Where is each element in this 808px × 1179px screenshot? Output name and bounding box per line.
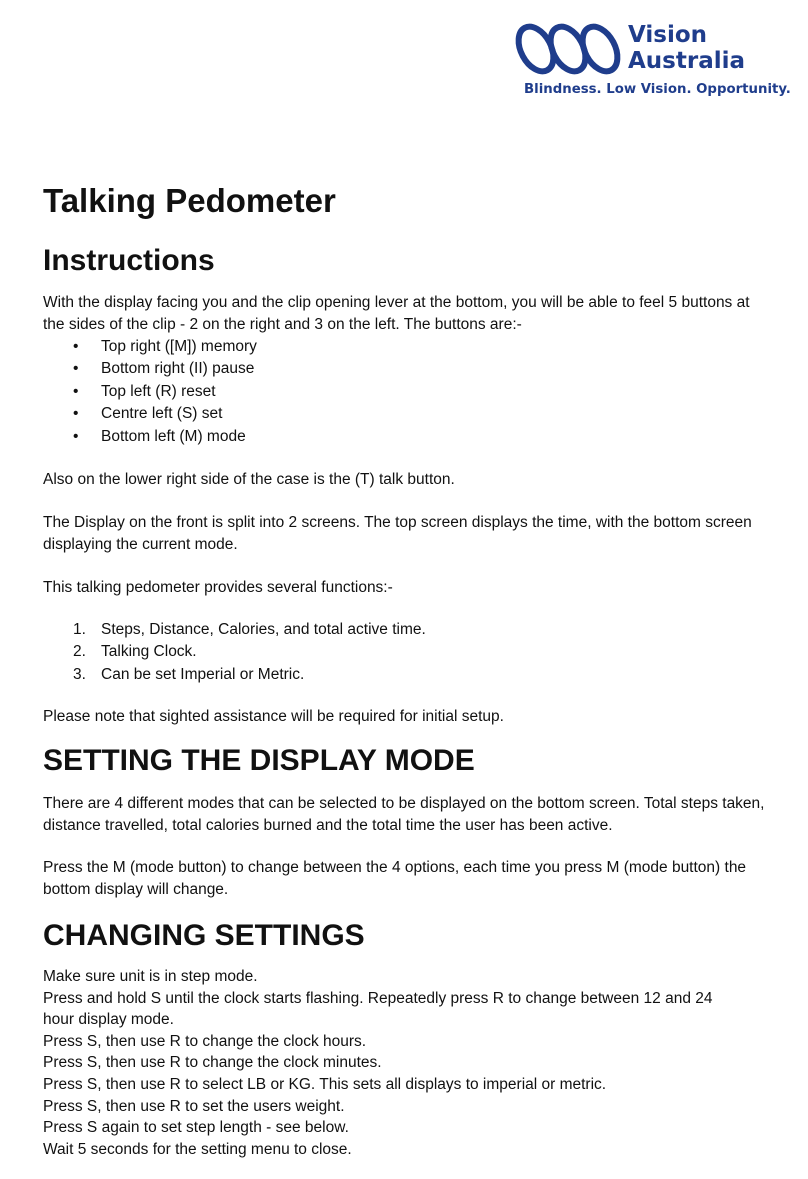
functions-intro: This talking pedometer provides several functions:- [43, 579, 393, 596]
vision-australia-logo [514, 16, 791, 106]
number-marker: 2. [73, 643, 86, 661]
instructions-intro: With the display facing you and the clip opening lever at the bottom, you will be able to feel 5 buttons at the sides of the clip - 2 on the right and 3 on the left. The buttons are:- [43, 294, 750, 333]
logo-name-line1: Vision [628, 22, 708, 48]
list-item: • Bottom right (II) pause [43, 358, 257, 380]
settings-line: Press S, then use R to change the clock hours. [43, 1032, 367, 1050]
settings-line: Press and hold S until the clock starts flashing. Repeatedly press R to change between 12 and 24 [43, 989, 713, 1007]
settings-line: Wait 5 seconds for the setting menu to close. [43, 1140, 352, 1158]
bullet-marker: • [73, 405, 79, 423]
number-marker: 3. [73, 665, 86, 683]
list-item: 3. Can be set Imperial or Metric. [43, 664, 426, 686]
settings-line: Press S again to set step length - see below. [43, 1119, 349, 1137]
bullet-marker: • [73, 382, 79, 400]
settings-line: Press S, then use R to change the clock minutes. [43, 1054, 382, 1072]
list-item: • Top right ([M]) memory [43, 336, 257, 358]
logo-name-line2: Australia [628, 48, 746, 74]
bullet-marker: • [73, 360, 79, 378]
settings-line: hour display mode. [43, 1011, 174, 1029]
logo-tagline: Blindness. Low Vision. Opportunity. [524, 82, 791, 97]
sighted-assistance-note: Please note that sighted assistance will be required for initial setup. [43, 708, 504, 725]
changing-settings-heading: CHANGING SETTINGS [43, 919, 365, 952]
list-item: • Centre left (S) set [43, 403, 257, 425]
list-item: 1. Steps, Distance, Calories, and total active time. [43, 619, 426, 641]
talk-button-paragraph: Also on the lower right side of the case is the (T) talk button. [43, 471, 455, 488]
instructions-heading: Instructions [43, 244, 215, 277]
settings-line: Press S, then use R to select LB or KG. This sets all displays to imperial or metric. [43, 1075, 607, 1093]
vision-australia-logo-icon [514, 18, 624, 80]
list-item: • Top left (R) reset [43, 381, 257, 403]
display-paragraph: The Display on the front is split into 2 screens. The top screen displays the time, with the bottom screen displaying the current mode. [43, 514, 752, 553]
functions-list [43, 619, 426, 686]
list-item: • Bottom left (M) mode [43, 426, 257, 448]
settings-steps [43, 966, 768, 1160]
list-item: 2. Talking Clock. [43, 641, 426, 663]
bullet-marker: • [73, 338, 79, 355]
page-title: Talking Pedometer [43, 182, 336, 219]
settings-line: Press S, then use R to set the users weight. [43, 1097, 345, 1115]
logo-name [628, 22, 745, 74]
settings-line: Make sure unit is in step mode. [43, 968, 258, 985]
bullet-marker: • [73, 427, 79, 445]
display-mode-heading: SETTING THE DISPLAY MODE [43, 744, 475, 777]
button-list [43, 336, 257, 448]
display-mode-paragraph-2: Press the M (mode button) to change between the 4 options, each time you press M (mode button) the bottom display will change. [43, 859, 747, 898]
display-mode-paragraph-1: There are 4 different modes that can be selected to be displayed on the bottom screen. Total steps taken, distance travelled, total calories burned and the total time the user has been active. [43, 795, 765, 834]
number-marker: 1. [73, 621, 86, 638]
